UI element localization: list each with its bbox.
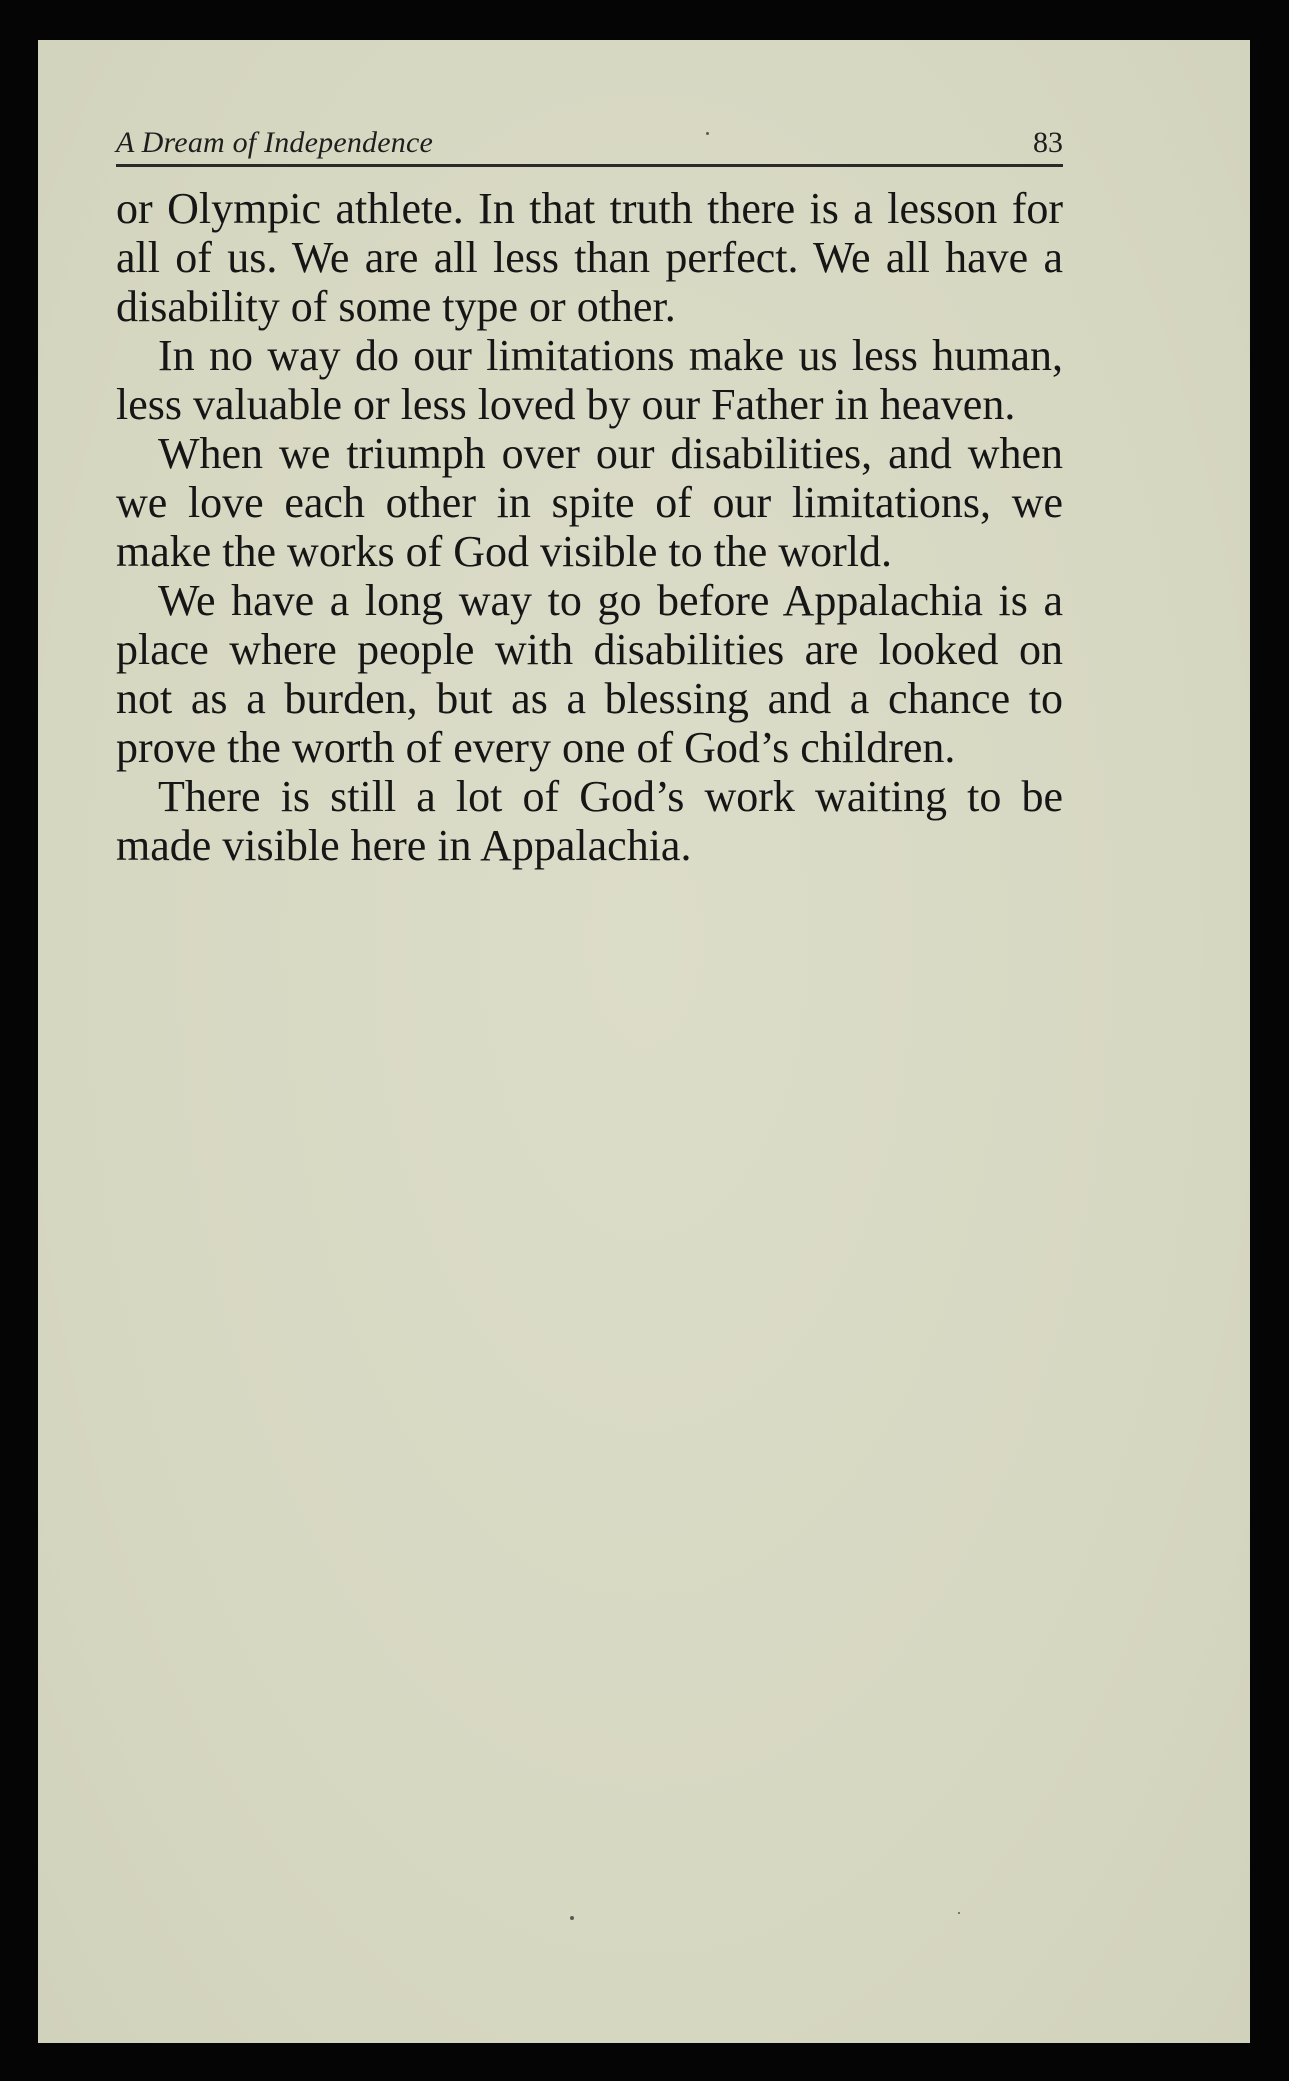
paragraph: When we triumph over our disabilities, and when we love each other in spite of our limitations, we make the works of God visible to the world. [116,429,1063,576]
paper-speck [570,1916,574,1920]
body-text [116,184,1063,870]
paragraph: We have a long way to go before Appalachia is a place where people with disabilities are looked on not as a burden, but as a blessing and a chance to prove the worth of every one of God’s children. [116,576,1063,772]
paragraph: There is still a lot of God’s work waiting to be made visible here in Appalachia. [116,772,1063,870]
running-head [116,124,1063,167]
running-title: A Dream of Independence [116,126,433,159]
paragraph: In no way do our limitations make us less human, less valuable or less loved by our Father in heaven. [116,331,1063,429]
paper-speck [958,1912,960,1914]
page-number: 83 [1033,126,1063,159]
paragraph-continuation: or Olympic athlete. In that truth there is a lesson for all of us. We are all less than perfect. We all have a disability of some type or other. [116,184,1063,331]
